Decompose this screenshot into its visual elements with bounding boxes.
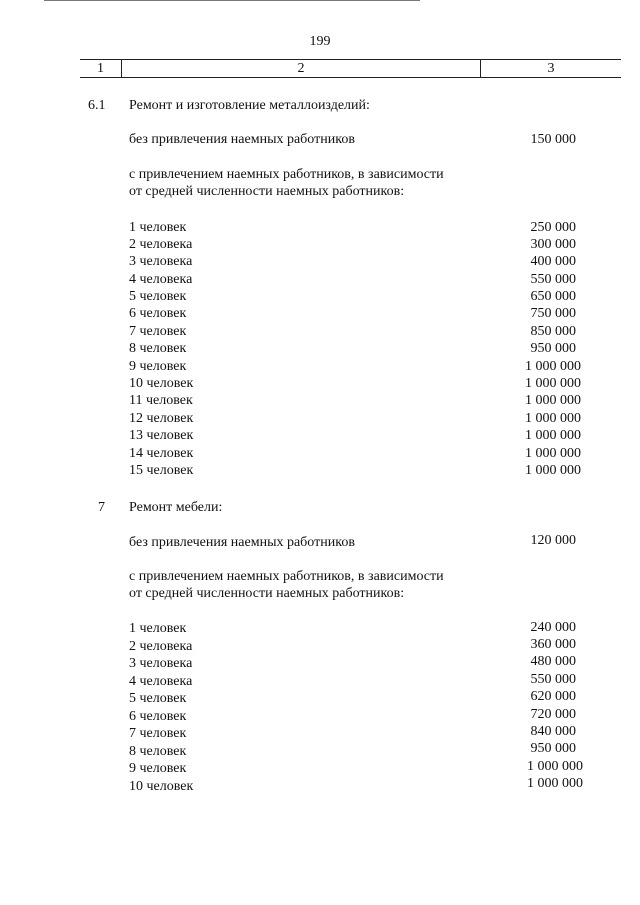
page-number: 199 <box>309 34 331 49</box>
row-value: 300 000 <box>530 237 576 252</box>
row-label: 8 человек <box>129 744 187 759</box>
row-label: 2 человека <box>129 237 193 252</box>
row-label: 7 человек <box>129 324 187 339</box>
row-label: 5 человек <box>129 691 187 706</box>
row-value: 550 000 <box>530 272 576 287</box>
section-title: Ремонт мебели: <box>129 500 223 515</box>
section-number: 6.1 <box>88 98 106 113</box>
section-title: Ремонт и изготовление металлоизделий: <box>129 98 370 113</box>
no-workers-label: без привлечения наемных работников <box>129 535 355 550</box>
row-label: 6 человек <box>129 306 187 321</box>
row-value: 250 000 <box>530 220 576 235</box>
row-value: 1 000 000 <box>525 463 581 478</box>
top-rule <box>44 0 420 1</box>
row-label: 4 человека <box>129 272 193 287</box>
row-value: 400 000 <box>530 254 576 269</box>
row-value: 1 000 000 <box>525 393 581 408</box>
column-header-2: 2 <box>297 61 305 76</box>
row-value: 950 000 <box>530 741 576 756</box>
row-label: 9 человек <box>129 761 187 776</box>
row-label: 10 человек <box>129 779 194 794</box>
row-value: 240 000 <box>530 620 576 635</box>
row-value: 850 000 <box>530 324 576 339</box>
row-value: 840 000 <box>530 724 576 739</box>
section-number: 7 <box>98 500 105 515</box>
row-label: 6 человек <box>129 709 187 724</box>
row-label: 1 человек <box>129 220 187 235</box>
row-label: 3 человека <box>129 656 193 671</box>
row-value: 360 000 <box>530 637 576 652</box>
row-value: 720 000 <box>530 707 576 722</box>
row-value: 1 000 000 <box>525 411 581 426</box>
with-workers-line-1: с привлечением наемных работников, в зависимости <box>129 167 444 182</box>
row-value: 1 000 000 <box>525 359 581 374</box>
row-value: 1 000 000 <box>525 376 581 391</box>
row-label: 3 человека <box>129 254 193 269</box>
row-value: 480 000 <box>530 654 576 669</box>
row-label: 1 человек <box>129 621 187 636</box>
row-label: 9 человек <box>129 359 187 374</box>
row-label: 10 человек <box>129 376 194 391</box>
no-workers-label: без привлечения наемных работников <box>129 132 355 147</box>
row-value: 1 000 000 <box>527 759 583 774</box>
row-value: 1 000 000 <box>525 446 581 461</box>
row-value: 620 000 <box>530 689 576 704</box>
column-header-3: 3 <box>547 61 555 76</box>
row-label: 7 человек <box>129 726 187 741</box>
row-value: 550 000 <box>530 672 576 687</box>
row-label: 5 человек <box>129 289 187 304</box>
row-label: 12 человек <box>129 411 194 426</box>
row-label: 8 человек <box>129 341 187 356</box>
no-workers-value: 120 000 <box>530 533 576 548</box>
row-label: 14 человек <box>129 446 194 461</box>
row-value: 750 000 <box>530 306 576 321</box>
with-workers-line-1: с привлечением наемных работников, в зависимости <box>129 569 444 584</box>
column-header-row <box>80 59 621 78</box>
row-label: 15 человек <box>129 463 194 478</box>
row-label: 2 человека <box>129 639 193 654</box>
no-workers-value: 150 000 <box>530 132 576 147</box>
row-label: 4 человека <box>129 674 193 689</box>
row-label: 11 человек <box>129 393 193 408</box>
row-value: 1 000 000 <box>525 428 581 443</box>
column-header-1: 1 <box>97 61 104 76</box>
with-workers-line-2: от средней численности наемных работников: <box>129 586 405 601</box>
row-value: 1 000 000 <box>527 776 583 791</box>
row-label: 13 человек <box>129 428 194 443</box>
with-workers-line-2: от средней численности наемных работников: <box>129 184 405 199</box>
row-value: 650 000 <box>530 289 576 304</box>
row-value: 950 000 <box>530 341 576 356</box>
